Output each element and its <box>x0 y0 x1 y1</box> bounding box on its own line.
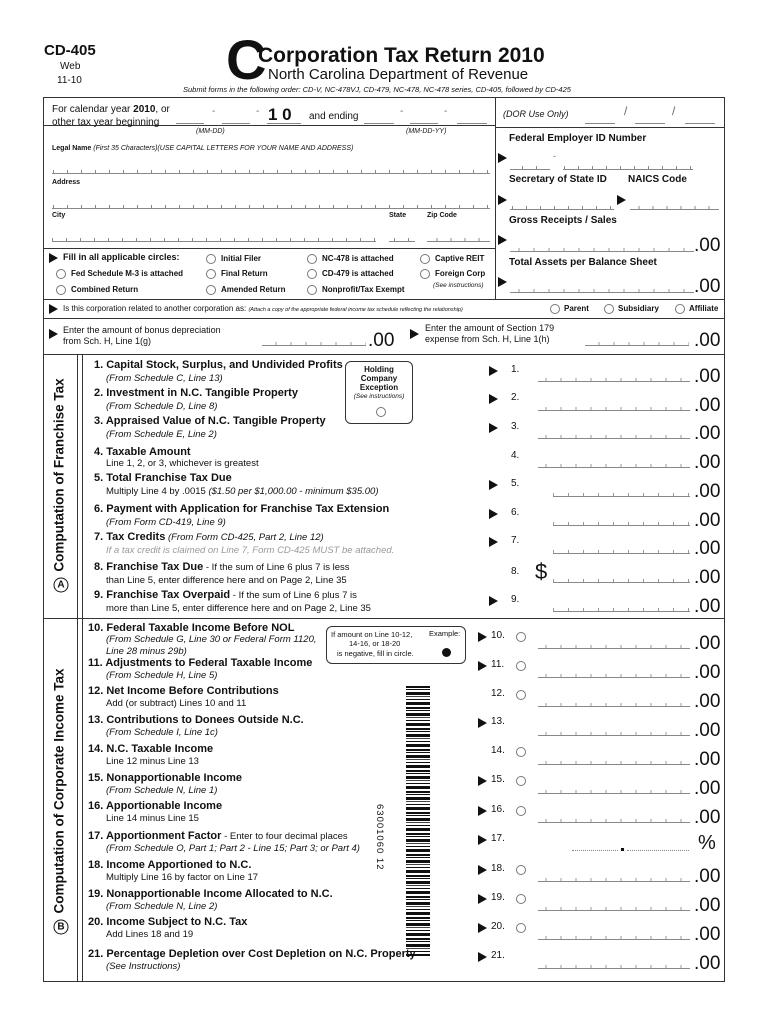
line-9-label: 9. Franchise Tax Overpaid - If the sum of Line 6 plus 7 is <box>94 589 357 601</box>
line-15-label: 15. Nonapportionable Income <box>88 772 243 784</box>
line-7-sub: If a tax credit is claimed on Line 7, Form CD-425 MUST be attached. <box>106 545 395 556</box>
arrow-icon <box>498 153 507 163</box>
line-15-sub: (From Schedule N, Line 1) <box>106 785 218 796</box>
cents-label: .00 <box>694 330 721 351</box>
date-separator: - <box>212 106 216 117</box>
line-16-label: 16. Apportionable Income <box>88 800 223 812</box>
negative-amount-note-box: If amount on Line 10-12, 14-16, or 18-20 is negative, fill in circle. Example: <box>326 626 466 664</box>
section-b-title: BComputation of Corporate Income Tax <box>51 668 67 933</box>
city-label: City <box>52 212 66 219</box>
line-17-label: 17. Apportionment Factor - Enter to four decimal places <box>88 830 348 842</box>
line-19-input[interactable] <box>538 906 690 911</box>
line-12-sub: Add (or subtract) Lines 10 and 11 <box>106 698 247 709</box>
radio-circle-icon[interactable] <box>206 254 216 264</box>
fein-label: Federal Employer ID Number <box>509 133 647 144</box>
line-21-sub: (See Instructions) <box>106 961 181 972</box>
line-3-label: 3. Appraised Value of N.C. Tangible Property <box>94 415 326 427</box>
radio-circle-icon[interactable] <box>56 269 66 279</box>
negative-circle[interactable] <box>516 894 526 904</box>
decimal-point <box>621 848 624 851</box>
negative-circle[interactable] <box>516 923 526 933</box>
line-14-label: 14. N.C. Taxable Income <box>88 743 214 755</box>
divider <box>77 354 78 982</box>
cents-label: .00 <box>694 235 721 256</box>
date-separator: - <box>444 106 448 117</box>
page-subtitle: North Carolina Department of Revenue <box>268 66 529 83</box>
line-4-label: 4. Taxable Amount <box>94 446 191 458</box>
arrow-icon <box>498 235 507 245</box>
filled-circle-example-icon <box>442 648 451 657</box>
arrow-icon <box>489 366 498 376</box>
dor-field-1 <box>585 121 615 124</box>
gross-receipts-input[interactable] <box>510 247 694 252</box>
tax-year-label: For calendar year 2010, or <box>52 104 170 115</box>
negative-circle[interactable] <box>516 632 526 642</box>
arrow-icon <box>489 596 498 606</box>
line-5-input[interactable] <box>553 492 690 497</box>
arrow-icon <box>49 253 58 263</box>
negative-circle[interactable] <box>516 776 526 786</box>
address-input[interactable] <box>52 205 490 209</box>
line-6-input[interactable] <box>553 521 690 526</box>
state-input[interactable] <box>389 238 415 242</box>
divider <box>495 97 496 299</box>
line-19-label: 19. Nonapportionable Income Allocated to N.C. <box>88 888 333 900</box>
line-3-input[interactable] <box>538 434 690 439</box>
arrow-icon <box>478 952 487 962</box>
sos-id-label: Secretary of State ID <box>509 174 607 185</box>
negative-circle[interactable] <box>516 661 526 671</box>
form-web-label: Web <box>60 61 81 72</box>
arrow-icon <box>478 923 487 933</box>
related-question: Is this corporation related to another corporation as: (Attach a copy of the appropriate federal income tax schedule reflecting the relationship) <box>63 304 463 313</box>
line-1-label: 1. Capital Stock, Surplus, and Undivided Profits <box>94 359 343 371</box>
arrow-icon <box>489 423 498 433</box>
radio-circle-icon[interactable] <box>206 285 216 295</box>
begin-day-field[interactable] <box>222 121 250 124</box>
percent-sign: % <box>698 832 716 854</box>
state-label: State <box>389 212 407 219</box>
line-11-input[interactable] <box>538 673 690 678</box>
radio-circle-icon[interactable] <box>206 269 216 279</box>
fein-input[interactable] <box>563 166 693 170</box>
line-2-sub: (From Schedule D, Line 8) <box>106 401 218 412</box>
arrow-icon <box>489 509 498 519</box>
radio-circle-icon[interactable] <box>56 285 66 295</box>
city-input[interactable] <box>52 238 376 242</box>
line-16-sub: Line 14 minus Line 15 <box>106 813 199 824</box>
barcode-number: 63001060 12 <box>374 804 385 871</box>
cents-label: .00 <box>694 276 721 297</box>
legal-name-label: Legal Name (First 35 Characters)(USE CAPITAL LETTERS FOR YOUR NAME AND ADDRESS) <box>52 145 354 152</box>
line-9-input[interactable] <box>553 607 690 612</box>
negative-circle[interactable] <box>516 806 526 816</box>
slash: / <box>624 104 628 118</box>
gross-receipts-label: Gross Receipts / Sales <box>509 215 617 226</box>
line-18-label: 18. Income Apportioned to N.C. <box>88 859 252 871</box>
arrow-icon <box>49 329 58 339</box>
arrow-icon <box>410 329 419 339</box>
negative-circle[interactable] <box>516 865 526 875</box>
arrow-icon <box>498 195 507 205</box>
arrow-icon <box>489 480 498 490</box>
radio-circle-icon[interactable] <box>420 254 430 264</box>
arrow-icon <box>478 835 487 845</box>
divider <box>43 618 725 619</box>
section179-input[interactable] <box>585 341 689 346</box>
arrow-icon <box>489 394 498 404</box>
corporation-logo-icon: C <box>226 28 265 91</box>
line-3-sub: (From Schedule E, Line 2) <box>106 429 217 440</box>
naics-label: NAICS Code <box>628 174 687 185</box>
line-2-input[interactable] <box>538 406 690 411</box>
arrow-icon <box>49 304 58 314</box>
end-year-field[interactable] <box>457 121 487 124</box>
sos-id-input[interactable] <box>510 206 614 210</box>
dor-field-2 <box>635 121 665 124</box>
line-4-sub: Line 1, 2, or 3, whichever is greatest <box>106 458 259 469</box>
form-id: CD-405 <box>44 42 96 59</box>
end-day-field[interactable] <box>410 121 438 124</box>
arrow-icon <box>617 195 626 205</box>
line-13-label: 13. Contributions to Donees Outside N.C. <box>88 714 304 726</box>
divider <box>43 248 495 249</box>
arrow-icon <box>489 537 498 547</box>
holding-company-circle[interactable] <box>376 407 386 417</box>
begin-month-field[interactable] <box>176 121 204 124</box>
section-a-badge-icon: A <box>54 578 69 593</box>
arrow-icon <box>478 776 487 786</box>
end-date-format: (MM-DD-YY) <box>406 128 447 135</box>
fill-circles-heading: Fill in all applicable circles: <box>63 252 180 262</box>
barcode <box>406 686 430 956</box>
line-11-label: 11. Adjustments to Federal Taxable Income <box>88 657 313 669</box>
line-20-sub: Add Lines 18 and 19 <box>106 929 194 940</box>
section179-label: Enter the amount of Section 179 <box>425 323 555 333</box>
divider <box>43 354 725 355</box>
tax-year-label-line2: other tax year beginning <box>52 117 160 128</box>
begin-year-value: 1 0 <box>268 105 292 124</box>
arrow-icon <box>478 718 487 728</box>
line-1-sub: (From Schedule C, Line 13) <box>106 373 223 384</box>
line-17-whole-input[interactable] <box>572 848 618 851</box>
line-17-decimal-input[interactable] <box>627 848 689 851</box>
section-a-title: AComputation of Franchise Tax <box>51 378 67 591</box>
line-12-label: 12. Net Income Before Contributions <box>88 685 279 697</box>
line-11-sub: (From Schedule H, Line 5) <box>106 670 218 681</box>
section-b-badge-icon: B <box>54 920 69 935</box>
section179-label-line2: expense from Sch. H, Line 1(h) <box>425 334 550 344</box>
slash: / <box>672 104 676 118</box>
line-14-input[interactable] <box>538 760 690 765</box>
line-7-label: 7. Tax Credits (From Form CD-425, Part 2, Line 12) <box>94 531 324 543</box>
line-10-sub: (From Schedule G, Line 30 or Federal Form 1120, <box>106 634 317 645</box>
holding-company-exception-box: Holding Company Exception (See instructions) <box>345 361 413 424</box>
radio-circle-icon[interactable] <box>307 269 317 279</box>
line-14-sub: Line 12 minus Line 13 <box>106 756 199 767</box>
dor-use-only-label: (DOR Use Only) <box>503 109 569 119</box>
line-12-input[interactable] <box>538 702 690 707</box>
line-10-label: 10. Federal Taxable Income Before NOL <box>88 622 295 634</box>
line-19-sub: (From Schedule N, Line 2) <box>106 901 218 912</box>
line-17-sub: (From Schedule O, Part 1; Part 2 - Line 15; Part 3; or Part 4) <box>106 843 360 854</box>
zip-label: Zip Code <box>427 212 457 219</box>
total-assets-label: Total Assets per Balance Sheet <box>509 257 657 268</box>
dollar-sign: $ <box>535 559 548 584</box>
address-label: Address <box>52 179 81 186</box>
line-2-label: 2. Investment in N.C. Tangible Property <box>94 387 298 399</box>
date-separator: - <box>256 106 260 117</box>
cents-label: .00 <box>368 330 395 351</box>
dor-field-3 <box>685 121 715 124</box>
line-5-label: 5. Total Franchise Tax Due <box>94 472 232 484</box>
line-5-sub: Multiply Line 4 by .0015 ($1.50 per $1,000.00 - minimum $35.00) <box>106 486 379 497</box>
bonus-depreciation-label-line2: from Sch. H, Line 1(g) <box>63 336 152 346</box>
end-month-field[interactable] <box>364 121 394 124</box>
fein-prefix-input[interactable] <box>510 166 550 170</box>
divider <box>82 354 83 982</box>
radio-circle-icon[interactable] <box>604 304 614 314</box>
bonus-depreciation-input[interactable] <box>262 341 366 346</box>
divider <box>43 318 725 319</box>
arrow-icon <box>478 865 487 875</box>
line-6-label: 6. Payment with Application for Franchise Tax Extension <box>94 503 390 515</box>
arrow-icon <box>478 661 487 671</box>
fein-separator: - <box>553 151 556 161</box>
divider <box>43 299 725 300</box>
line-10-sub2: Line 28 minus 29b) <box>106 646 187 657</box>
line-8-sub: than Line 5, enter difference here and on Page 2, Line 35 <box>106 575 347 586</box>
negative-circle[interactable] <box>516 690 526 700</box>
line-6-sub: (From Form CD-419, Line 9) <box>106 517 226 528</box>
line-9-sub: more than Line 5, enter difference here and on Page 2, Line 35 <box>106 603 371 614</box>
radio-circle-icon[interactable] <box>307 254 317 264</box>
page-title: Corporation Tax Return 2010 <box>258 44 545 67</box>
line-4-input[interactable] <box>538 463 690 468</box>
line-18-sub: Multiply Line 16 by factor on Line 17 <box>106 872 259 883</box>
radio-circle-icon[interactable] <box>420 269 430 279</box>
ending-label: and ending <box>309 111 359 122</box>
date-separator: - <box>400 106 404 117</box>
form-version: 11-10 <box>57 75 82 86</box>
line-20-input[interactable] <box>538 935 690 940</box>
line-10-input[interactable] <box>538 644 690 649</box>
arrow-icon <box>478 894 487 904</box>
begin-date-format: (MM-DD) <box>196 128 225 135</box>
line-8-input[interactable] <box>553 578 690 583</box>
divider <box>495 127 725 128</box>
negative-circle[interactable] <box>516 747 526 757</box>
arrow-icon <box>478 806 487 816</box>
line-21-input[interactable] <box>538 964 690 969</box>
line-13-input[interactable] <box>538 731 690 736</box>
submit-order-note: Submit forms in the following order: CD-V, NC-478VJ, CD-479, NC-478, NC-478 series, CD-405, followed by CD-425 <box>183 85 571 94</box>
line-20-label: 20. Income Subject to N.C. Tax <box>88 916 248 928</box>
arrow-icon <box>478 632 487 642</box>
zip-input[interactable] <box>427 238 490 242</box>
radio-circle-icon[interactable] <box>675 304 685 314</box>
line-18-input[interactable] <box>538 877 690 882</box>
arrow-icon <box>498 277 507 287</box>
line-13-sub: (From Schedule I, Line 1c) <box>106 727 218 738</box>
line-16-input[interactable] <box>538 818 690 823</box>
total-assets-input[interactable] <box>510 288 694 293</box>
bonus-depreciation-label: Enter the amount of bonus depreciation <box>63 325 221 335</box>
line-15-input[interactable] <box>538 789 690 794</box>
see-instructions-note: (See instructions) <box>433 282 484 289</box>
line-7-input[interactable] <box>553 549 690 554</box>
begin-year-field[interactable] <box>267 121 301 124</box>
line-1-input[interactable] <box>538 377 690 382</box>
legal-name-input[interactable] <box>52 170 490 174</box>
line-8-label: 8. Franchise Tax Due - If the sum of Line 6 plus 7 is less <box>94 561 350 573</box>
radio-circle-icon[interactable] <box>550 304 560 314</box>
line-21-label: 21. Percentage Depletion over Cost Depletion on N.C. Property <box>88 948 416 960</box>
naics-input[interactable] <box>630 206 719 210</box>
radio-circle-icon[interactable] <box>307 285 317 295</box>
